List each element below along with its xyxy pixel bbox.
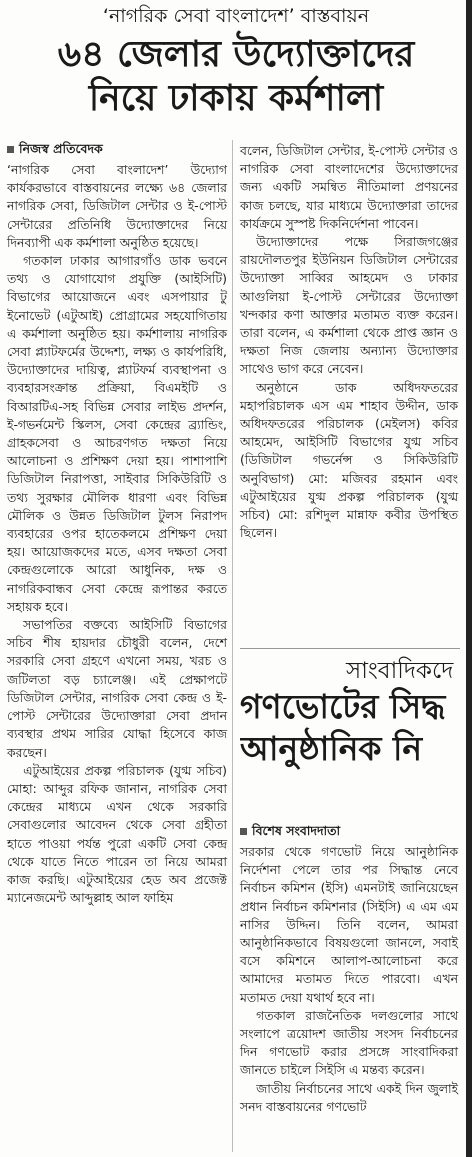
paragraph: সরকার থেকে গণভোট নিয়ে আনুষ্ঠানিক নির্দেশনা পেলে তার পর সিদ্ধান্ত নেবে নির্বাচন কমিশন (ইসি) এমনটাই জানিয়েছেন প্রধান নির্বাচন কমিশনার (সিইসি) এ এম এম নাসির উদ্দিন। তিনি বলেন, আমরা আনুষ্ঠানিকভাবে বিষয়গুলো জানলে, সবাই বসে কমিশনে আলাপ-আলোচনা করে আমাদের মতামত দিতে পারবো। এখন মতামত দেয়া যথার্থ হবে না। <box>240 844 458 1005</box>
second-byline <box>240 822 458 840</box>
kicker: ‘নাগরিক সেবা বাংলাদেশ’ বাস্তবায়ন <box>102 5 370 27</box>
headline-line-1: ৬৪ জেলার উদ্যোক্তাদের <box>57 34 415 75</box>
second-headline-line-2: আনুষ্ঠানিক নি <box>240 729 423 768</box>
bullet-icon <box>240 828 247 835</box>
column-gutter <box>232 140 233 1152</box>
story-separator <box>240 648 460 649</box>
second-headline-line-1: গণভোটের সিদ্ধ <box>240 687 446 726</box>
paragraph: গতকাল ঢাকার আগারগাঁও ডাক ভবনে তথ্য ও যোগাযোগ প্রযুক্তি (আইসিটি) বিভাগের আয়োজনে এবং এসপায়ার টু ইনোভেট (এটুআই) প্রোগ্রামের সহযোগিতায় এ কর্মশালা অনুষ্ঠিত হয়। কর্মশালায় নাগরিক সেবা প্ল্যাটফর্মের উদ্দেশ্য, লক্ষ্য ও কার্যপরিধি, উদ্যোক্তাদের দায়িত্ব, প্ল্যাটফর্ম ব্যবস্থাপনা ও ব্যবহারসংক্রান্ত প্রক্রিয়া, বিএমইটি ও বিআরটিএ-সহ বিভিন্ন সেবার লাইভ প্রদর্শন, ই-গভর্নমেন্ট স্কিলস, সেবা কেন্দ্রের ব্র্যান্ডিং, গ্রাহকসেবা ও আচরণগত দক্ষতা নিয়ে আলোচনা ও প্রশিক্ষণ দেয়া হয়। পাশাপাশি ডিজিটাল নিরাপত্তা, সাইবার সিকিউরিটি ও তথ্য সুরক্ষার মৌলিক ধারণা এবং বিভিন্ন মৌলিক ও উন্নত ডিজিটাল টুলস নিরাপদ ব্যবহারের ওপর হাতেকলমে প্রশিক্ষণ দেয়া হয়। আয়োজকদের মতে, এসব দক্ষতা সেবা কেন্দ্রগুলোকে আরো আধুনিক, দক্ষ ও নাগরিকবান্ধব সেবা কেন্দ্রে রূপান্তর করতে সহায়ক হবে। <box>7 253 227 614</box>
paragraph: বলেন, ডিজিটাল সেন্টার, ই-পোস্ট সেন্টার ও নাগরিক সেবা বাংলাদেশের উদ্যোক্তাদের জন্য একটি সমন্বিত নীতিমালা প্রণয়নের কাজ চলছে, যার মাধ্যমে উদ্যোক্তারা তাদের কার্যক্রমে সুস্পষ্ট দিকনির্দেশনা পাবেন। <box>240 143 458 231</box>
second-kicker: সাংবাদিকদে <box>346 658 454 684</box>
bullet-icon <box>7 146 14 153</box>
byline-text: নিজস্ব প্রতিবেদক <box>19 141 103 156</box>
paragraph: ‘নাগরিক সেবা বাংলাদেশ’ উদ্যোগ কার্যকরভাবে বাস্তবায়নের লক্ষ্যে ৬৪ জেলার নাগরিক সেবা, ডিজিটাল সেন্টার ও ই-পোস্ট সেন্টারের প্রতিনিধি উদ্যোক্তাদের নিয়ে দিনব্যাপী এক কর্মশালা অনুষ্ঠিত হয়েছে। <box>7 162 227 250</box>
article-column-3 <box>240 822 458 1116</box>
article-column-1 <box>7 140 227 907</box>
paragraph: অনুষ্ঠানে ডাক অধিদফতরের মহাপরিচালক এস এম শাহাব উদ্দীন, ডাক অধিদফতরের পরিচালক (মেইলস) কবির আহমেদ, আইসিটি বিভাগের যুগ্ম সচিব (ডিজিটাল গভর্নেন্স ও সিকিউরিটি অনুবিভাগ) মো: মজিবর রহমান এবং এটুআইয়ের যুগ্ম প্রকল্প পরিচালক (যুগ্ম সচিব) মো: রশিদুল মান্নাফ কবীর উপস্থিত ছিলেন। <box>240 379 458 541</box>
paragraph: গতকাল রাজনৈতিক দলগুলোর সাথে সংলাপে ত্রয়োদশ জাতীয় সংসদ নির্বাচনের দিন গণভোট করার প্রসঙ্গে সাংবাদিকরা জানতে চাইলে সিইসি এ মন্তব্য করেন। <box>240 1007 458 1078</box>
page-edge <box>466 0 472 1157</box>
byline <box>7 140 227 158</box>
headline-line-2: নিয়ে ঢাকায় কর্মশালা <box>88 78 384 119</box>
second-headline <box>240 686 468 770</box>
second-byline-text: বিশেষ সংবাদদাতা <box>252 823 341 838</box>
paragraph: এটুআইয়ের প্রকল্প পরিচালক (যুগ্ম সচিব) মোহা: আব্দুর রফিক জানান, নাগরিক সেবা কেন্দ্রের মাধ্যমে এখন থেকে সরকারি সেবাগুলোর আবেদন থেকে সেবা গ্রহীতা হাতে পাওয়া পর্যন্ত পুরো একটি সেবা কেন্দ্র থেকে যাতে নিতে পারেন তা নিয়ে আমরা কাজ করছি। এটুআইয়ের হেড অব প্রজেক্ট ম্যানেজমেন্ট আব্দুল্লাহ আল ফাহিম <box>7 762 227 906</box>
paragraph: সভাপতির বক্তব্যে আইসিটি বিভাগের সচিব শীষ হায়দার চৌধুরী বলেন, দেশে সরকারি সেবা গ্রহণে এখনো সময়, খরচ ও জটিলতা বড় চ্যালেঞ্জ। এই প্রেক্ষাপটে ডিজিটাল সেন্টার, নাগরিক সেবা কেন্দ্র ও ই-পোস্ট সেন্টারের উদ্যোক্তারা সেবা প্রদান ব্যবস্থার প্রথম সারির যোদ্ধা হিসেবে কাজ করছেন। <box>7 617 227 760</box>
headline <box>0 33 472 121</box>
paragraph: উদ্যোক্তাদের পক্ষে সিরাজগঞ্জের রায়দৌলতপুর ইউনিয়ন ডিজিটাল সেন্টারের উদ্যোক্তা সাব্বির আহমেদ ও ঢাকার আগুলিয়া ই-পোস্ট সেন্টারের উদ্যোক্তা খন্দকার কণা আক্তার মতামত ব্যক্ত করেন। তারা বলেন, এ কর্মশালা থেকে প্রাপ্ত জ্ঞান ও দক্ষতা নিজ জেলায় অন্যান্য উদ্যোক্তার সাথেও ভাগ করে নেবেন। <box>240 234 458 377</box>
paragraph: জাতীয় নির্বাচনের সাথে একই দিন জুলাই সনদ বাস্তবায়নের গণভোট <box>240 1080 458 1114</box>
article-column-2 <box>240 142 458 542</box>
